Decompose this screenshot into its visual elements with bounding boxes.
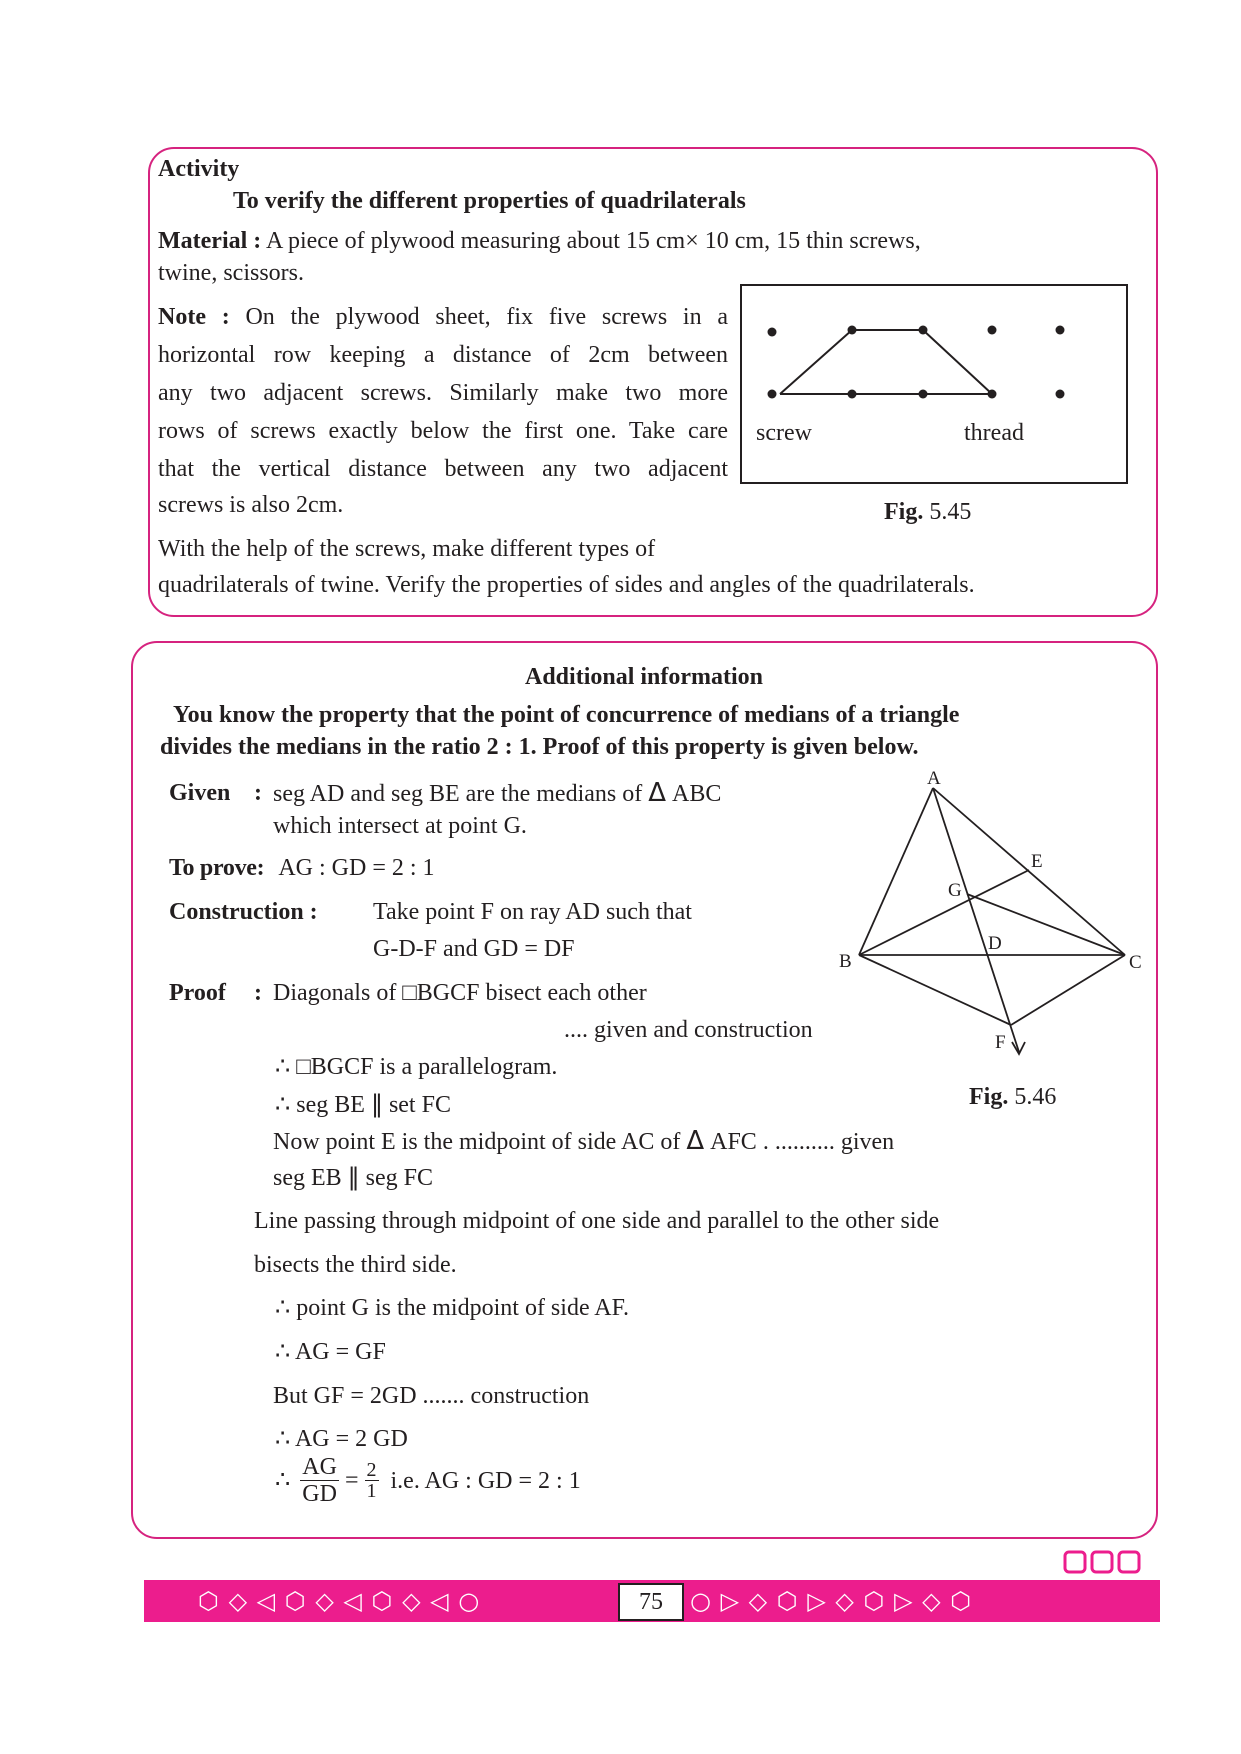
thread-shape bbox=[780, 330, 992, 394]
additional-intro-1: You know the property that the point of concurrence of medians of a triangle bbox=[173, 702, 960, 728]
point-label-a: A bbox=[927, 770, 941, 789]
toprove-line: To prove: AG : GD = 2 : 1 bbox=[169, 855, 435, 881]
given-line-1: seg AD and seg BE are the medians of Δ ABC bbox=[273, 778, 722, 808]
point-label-b: B bbox=[839, 951, 852, 972]
screw-dot bbox=[988, 390, 997, 399]
construction-label: Construction : bbox=[169, 899, 318, 925]
footer-right-symbols: ○ ▷ ◇ ⬡ ▷ ◇ ⬡ ▷ ◇ ⬡ bbox=[690, 1587, 973, 1615]
proof-line-11: But GF = 2GD ....... construction bbox=[273, 1383, 590, 1409]
note-line-5: that the vertical distance between any two adjacent bbox=[158, 456, 728, 482]
fig-545-caption: Fig. 5.45 bbox=[884, 499, 972, 525]
screw-dot bbox=[848, 326, 857, 335]
screw-dot bbox=[768, 328, 777, 337]
median-triangle-figure bbox=[835, 770, 1145, 1070]
proof-line-10: ∴ AG = GF bbox=[275, 1339, 386, 1365]
screw-dot bbox=[919, 390, 928, 399]
material-line-2: twine, scissors. bbox=[158, 260, 304, 286]
activity-heading: Activity bbox=[158, 156, 240, 182]
square-icon bbox=[1062, 1549, 1144, 1575]
proof-line-4: ∴ seg BE ‖ set FC bbox=[275, 1090, 451, 1118]
point-label-e: E bbox=[1031, 851, 1043, 872]
note-line-4: rows of screws exactly below the first one. Take care bbox=[158, 418, 728, 444]
fraction-ag-gd: $\frac{AG}{GD}$ bbox=[302, 1454, 337, 1507]
proof-line-5: Now point E is the midpoint of side AC of Δ AFC . .......... given bbox=[273, 1126, 895, 1156]
note-line-1: Note : On the plywood sheet, fix five screws in a bbox=[158, 304, 728, 330]
construction-line-1: Take point F on ray AD such that bbox=[373, 899, 692, 925]
proof-line-6: seg EB ‖ seg FC bbox=[273, 1163, 434, 1191]
given-line-2: which intersect at point G. bbox=[273, 813, 527, 839]
activity-title: To verify the different properties of quadrilaterals bbox=[233, 188, 746, 214]
proof-line-7: Line passing through midpoint of one side and parallel to the other side bbox=[254, 1208, 940, 1234]
help-line: With the help of the screws, make different types of bbox=[158, 536, 656, 562]
fraction-2-1: $\frac{2}{1}$ bbox=[366, 1459, 377, 1502]
material-line bbox=[158, 226, 921, 256]
screw-label: screw bbox=[756, 420, 812, 446]
verify-line: quadrilaterals of twine. Verify the properties of sides and angles of the quadrilaterals. bbox=[158, 572, 975, 598]
screw-dot bbox=[848, 390, 857, 399]
given-colon: : bbox=[254, 780, 262, 806]
point-label-c: C bbox=[1129, 952, 1142, 973]
additional-intro-2: divides the medians in the ratio 2 : 1. Proof of this property is given below. bbox=[160, 734, 919, 760]
proof-label: Proof bbox=[169, 980, 226, 1006]
given-label: Given bbox=[169, 780, 231, 806]
screw-dot bbox=[768, 390, 777, 399]
fig-546-caption: Fig. 5.46 bbox=[969, 1084, 1057, 1110]
proof-line-1: Diagonals of □BGCF bisect each other bbox=[273, 980, 647, 1006]
additional-heading: Additional information bbox=[525, 664, 764, 690]
proof-colon: : bbox=[254, 980, 262, 1006]
screw-dot bbox=[988, 326, 997, 335]
screw-dot bbox=[1056, 326, 1065, 335]
note-line-2: horizontal row keeping a distance of 2cm between bbox=[158, 342, 728, 368]
proof-line-9: ∴ point G is the midpoint of side AF. bbox=[275, 1295, 630, 1321]
point-label-d: D bbox=[988, 933, 1002, 954]
proof-line-13: ∴ $\frac{AG}{GD}$ = $\frac{2}{1}$ i.e. AG : GD = 2 : 1 bbox=[275, 1454, 581, 1507]
parallel-symbol: ‖ bbox=[370, 1090, 383, 1118]
footer-left-symbols: ⬡ ◇ ◁ ⬡ ◇ ◁ ⬡ ◇ ◁ ○ bbox=[198, 1587, 481, 1615]
point-label-g: G bbox=[948, 880, 962, 901]
page-number: 75 bbox=[618, 1583, 684, 1621]
proof-line-8: bisects the third side. bbox=[254, 1252, 457, 1278]
screw-dot bbox=[1056, 390, 1065, 399]
screw-dot bbox=[919, 326, 928, 335]
proof-line-2: .... given and construction bbox=[564, 1017, 813, 1043]
note-label: Note : bbox=[158, 304, 230, 330]
proof-line-3: ∴ □BGCF is a parallelogram. bbox=[275, 1054, 558, 1080]
note-line-3: any two adjacent screws. Similarly make two more bbox=[158, 380, 728, 406]
material-text: A piece of plywood measuring about 15 cm× 10 cm, 15 thin screws, bbox=[265, 228, 921, 254]
construction-line-2: G-D-F and GD = DF bbox=[373, 936, 575, 962]
thread-label: thread bbox=[964, 420, 1024, 446]
proof-line-12: ∴ AG = 2 GD bbox=[275, 1426, 408, 1452]
point-label-f: F bbox=[995, 1032, 1006, 1053]
end-marker-squares bbox=[1062, 1549, 1144, 1582]
screw-board-figure bbox=[740, 284, 1130, 486]
parallel-symbol: ‖ bbox=[347, 1163, 360, 1191]
note-line-6: screws is also 2cm. bbox=[158, 492, 344, 518]
material-label: Material : bbox=[158, 228, 262, 254]
